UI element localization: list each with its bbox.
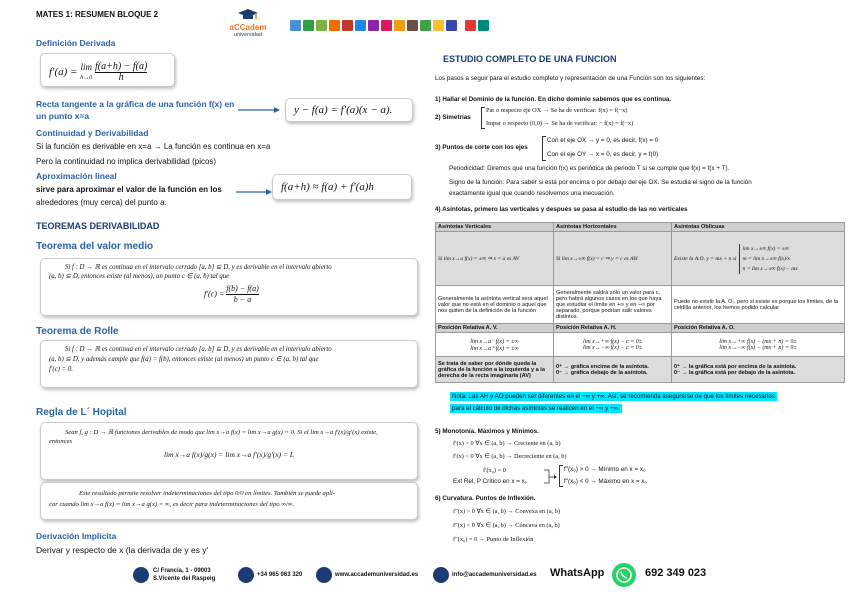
pos-note-ao	[672, 357, 845, 383]
tangente-heading-line1: Recta tangente a la gráfica de una función f(x) en	[36, 99, 235, 109]
mail-icon	[433, 567, 449, 583]
table-header-av: Asíntotas Verticales	[436, 223, 554, 232]
building-icon[interactable]	[465, 20, 476, 31]
whatsapp-number[interactable]: 692 349 023	[645, 567, 707, 579]
table-def-ao-text: Existe la A.O. y = mx + n si	[674, 255, 737, 262]
ao-cond-3: n = lim x→±∞ f(x) − mx	[742, 265, 798, 272]
footer-web[interactable]: www.accademuniversidad.es	[335, 572, 419, 578]
aprox-line2: alrededores (muy cerca) del punto a.	[36, 198, 167, 207]
step-2-label: 2) Simetrías	[435, 114, 471, 121]
pos-av	[436, 333, 554, 357]
logo-text-sub: universidad	[233, 32, 263, 38]
aprox-heading: Aproximación lineal	[36, 171, 117, 181]
whatsapp-icon[interactable]	[612, 563, 636, 587]
step-6: 6) Curvatura. Puntos de Inflexión.	[435, 495, 536, 502]
graduation-cap-icon	[237, 8, 259, 22]
lhopital-formula: lim x→a f(x)/g(x) = lim x→a f′(x)/g′(x) = L	[163, 450, 295, 459]
tvm-text2: (a, b) ⊆ D, entonces existe (al menos), un punto c ∈ (a, b) tal que	[49, 273, 230, 280]
step-1: 1) Hallar el Dominio de la función. En dicho dominio sabemos que es continua.	[435, 96, 672, 103]
asintotas-table	[435, 222, 845, 383]
pos-ao-2: lim x→−∞ f(x) − (mx + n) = 0±	[719, 344, 797, 351]
lhopital-text3: Este resultado permite resolver indeterminaciones del tipo 0/0 en límites. También se puede apli-	[79, 490, 336, 497]
footer-phone[interactable]: +34 965 063 320	[257, 572, 303, 578]
leaf-icon[interactable]	[316, 20, 327, 31]
continuidad-line1: Si la función es derivable en x=a → La función es continua en x=a	[36, 142, 271, 151]
lhopital-box	[40, 422, 418, 480]
table-def-av: Si lim x→a f(x) = ±∞ ⇒ x = a es AV	[436, 232, 554, 286]
signo-line1: Signo de la función: Para saber si está por encima o por debajo del eje OX. Se estudia el signo de la función	[449, 179, 752, 186]
download-icon[interactable]	[368, 20, 379, 31]
implicita-heading: Derivación Implícita	[36, 531, 117, 541]
tvm-formula-den: b − a	[233, 295, 252, 304]
pos-header-av: Posición Relativa A. V.	[436, 324, 554, 333]
pos-av-2: lim x→a⁺ f(x) = ±∞	[470, 345, 519, 352]
rolle-text2: (a, b) ⊆ D, y además cumple que f(a) = f(b), entonces existe (al menos) un punto c ∈ (a, b) tal que	[49, 356, 319, 363]
calculator-icon[interactable]	[290, 20, 301, 31]
derivada-formula: f′(a) = lim h→0 $\frac{f(a+h) - f(a)}{h}$	[49, 61, 148, 83]
lab-icon[interactable]	[446, 20, 457, 31]
tvm-formula-num: f(b) − f(a)	[226, 284, 259, 293]
subject-icons-bar	[290, 20, 491, 33]
lhopital-text4: car cuando lim x→a f(x) = lim x→a g(x) = ∞, es decir para indeterminaciones del tipo ∞/∞.	[49, 501, 295, 508]
gem-icon[interactable]	[355, 20, 366, 31]
table-row	[436, 286, 845, 324]
pos-ah-2: lim x→−∞ f(x) − c = 0±	[582, 344, 643, 351]
ao-cond-2: m = lim x→±∞ f(x)/x	[742, 255, 790, 262]
tangente-formula: y − f(a) = f′(a)(x − a).	[285, 98, 413, 122]
brace	[481, 107, 485, 129]
lhopital-box-2	[40, 482, 418, 520]
aprox-formula: f(a+h) ≈ f(a) + f′(a)h	[272, 174, 412, 200]
footer-address-2: S.Vicente del Raspeig	[153, 576, 216, 582]
table-note-ao: Puede no existir la A. O., pero si existe es porque los límites, de la celdilla anterior, los hemos podido calcular	[672, 286, 845, 324]
extr-max: f″(x₀) < 0 → Máximo en x = x₀	[564, 478, 648, 485]
tvm-formula	[204, 284, 409, 305]
table-header-ah: Asíntotas Horizontales	[554, 223, 672, 232]
lhopital-heading: Regla de L´ Hopital	[36, 407, 127, 418]
step-3-oy: Con el eje OY → x = 0, es decir, y = f(0)	[547, 151, 659, 158]
asintotas-note-line1: Nota: Las AH y AO pueden ser diferentes en el −∞ y +∞. Así, se recomienda asegurarse de que los límites necesarios	[452, 393, 775, 400]
pos-ao	[672, 333, 845, 357]
step-2-par: Par o respecto eje OX → Se ha de verificar: f(x) = f(−x)	[486, 107, 628, 114]
step-3-label: 3) Puntos de corte con los ejes	[435, 144, 528, 151]
home-icon	[133, 567, 149, 583]
atom-icon[interactable]	[394, 20, 405, 31]
table-row	[436, 324, 845, 333]
footer-address-1: C/ Francia, 1 - 09003	[153, 568, 211, 574]
grid-icon[interactable]	[433, 20, 444, 31]
arrow-icon	[238, 106, 280, 114]
footer-address	[153, 567, 215, 583]
table-row	[436, 232, 845, 286]
flask-icon[interactable]	[342, 20, 353, 31]
globe-icon[interactable]	[420, 20, 431, 31]
academy-logo	[218, 8, 278, 38]
whatsapp-label: WhatsApp	[550, 567, 605, 579]
map-icon[interactable]	[381, 20, 392, 31]
extr-min: f″(x₀) > 0 → Mínimo en x = x₀	[564, 466, 646, 473]
table-def-ao	[672, 232, 845, 286]
table-row	[436, 357, 845, 383]
pos-note-av: Se trata de saber por dónde queda la gráfica de la función a la izquierda y a la derecha de la recta imaginaria (AV)	[436, 357, 554, 383]
step-2-impar: Impar o respecto (0,0) → Se ha de verificar: − f(x) = f(−x)	[486, 120, 634, 127]
table-row	[436, 333, 845, 357]
signo-line2: exactamente igual que cuando resolvemos una inecuación.	[449, 190, 615, 197]
phone-icon	[238, 567, 254, 583]
ao-cond-1: lim x→±∞ f(x) = ±∞	[742, 245, 789, 252]
estudio-title: ESTUDIO COMPLETO DE UNA FUNCION	[443, 54, 617, 64]
footer-email[interactable]: info@accademuniversidad.es	[452, 572, 537, 578]
arrow-icon	[236, 188, 272, 196]
pos-ah-1: lim x→+∞ f(x) − c = 0±	[582, 338, 643, 345]
estudio-intro: Los pasos a seguir para el estudio completo y representación de una Función son los siguientes:	[435, 75, 706, 82]
brace	[542, 136, 546, 161]
asintotas-note-line2: para el cálculo de dichas asíntotas se realicen en el −∞ y +∞.	[452, 405, 620, 412]
chart-icon[interactable]	[407, 20, 418, 31]
pos-header-ao: Posición Relativa A. O.	[672, 324, 845, 333]
pos-ao-1: lim x→+∞ f(x) − (mx + n) = 0±	[719, 338, 797, 345]
step-4: 4) Asíntotas, primero las verticales y después se pasa al estudio de las no verticales	[435, 206, 688, 213]
implicita-text: Derivar y respecto de x (la derivada de y es y'	[36, 545, 209, 555]
brace	[559, 465, 563, 487]
logo-text-main: aCCadem	[229, 23, 267, 32]
bracket-arrow-icon	[543, 469, 557, 485]
table-def-ah: Si lim x→±∞ f(x) = c ⇒ y = c es AH	[554, 232, 672, 286]
table-header-ao: Asíntotas Oblicuas	[672, 223, 845, 232]
periodicidad: Periodicidad: Diremos que una función f(x) es periódica de periodo T si se cumple que f(x) = f(x + T).	[449, 165, 730, 172]
teoremas-heading: TEOREMAS DERIVABILIDAD	[36, 221, 160, 231]
curv-2: f″(x) < 0 ∀x ∈ (a, b) → Cóncava en (a, b)	[453, 522, 560, 529]
pos-ah	[554, 333, 672, 357]
table-row	[436, 223, 845, 232]
aprox-line1: sirve para aproximar el valor de la función en los	[36, 185, 222, 194]
continuidad-line2: Pero la continuidad no implica derivabilidad (picos)	[36, 157, 217, 166]
table-note-ah: Generalmente saldrá sólo un valor para c, pero habrá algunos casos en los que haya que estudiar el límite en +∞ y en −∞ por separado, porque podrían salir valores distintos.	[554, 286, 672, 324]
rolle-text3: f′(c) = 0.	[49, 366, 74, 373]
mono-1: f′(x) > 0 ∀x ∈ (a, b) → Creciente en (a, b)	[453, 440, 561, 447]
rolle-box	[40, 340, 418, 388]
rolle-heading: Teorema de Rolle	[36, 326, 119, 337]
pos-note-ao-1: 0⁺ → la gráfica está por encima de la asíntota.	[674, 363, 797, 370]
document-title: MATES 1: RESUMEN BLOQUE 2	[36, 10, 159, 19]
tvm-box	[40, 258, 418, 316]
percent-icon[interactable]	[329, 20, 340, 31]
tangente-heading-line2: un punto x=a	[36, 111, 90, 121]
pos-av-1: lim x→a⁻ f(x) = ±∞	[470, 338, 519, 345]
tvm-text1: Si f : D → ℝ es continua en el intervalo cerrado [a, b] ⊆ D, y es derivable en el intervalo abierto	[65, 264, 332, 271]
extr-label: Ext Rel, P Crítico en x = x₀	[453, 478, 528, 485]
table-note-av: Generalmente la asíntota vertical será aquel valor que no está en el dominio o aquel que nos quiten de la definición de la función	[436, 286, 554, 324]
curv-3: f″(x₀) = 0 → Punto de Inflexión	[453, 536, 534, 543]
derivada-heading: Definición Derivada	[36, 38, 116, 48]
pos-note-ah-1: 0⁺ → gráfica encima de la asíntota.	[556, 363, 649, 370]
pos-note-ah-2: 0⁻ → gráfica debajo de la asíntota.	[556, 369, 648, 376]
curv-1: f″(x) > 0 ∀x ∈ (a, b) → Convexa en (a, b)	[453, 508, 561, 515]
rolle-text1: Si f : D → ℝ es continua en el intervalo cerrado [a, b] ⊆ D, y es derivable en el intervalo abierto	[65, 346, 332, 353]
extr-cond: f′(x₀) = 0	[483, 467, 506, 474]
lhopital-text2: entonces	[49, 438, 73, 445]
lhopital-text1: Sean f, g : D → ℝ funciones derivables de modo que lim x→a f(x) = lim x→a g(x) = 0. Si el lim x→a f′(x)/g′(x) existe,	[65, 429, 378, 436]
tvm-formula-lhs: f′(c) =	[204, 289, 225, 299]
derivada-formula-box	[40, 53, 175, 87]
globe-icon	[316, 567, 332, 583]
hospital-icon[interactable]	[478, 20, 489, 31]
pos-note-ah	[554, 357, 672, 383]
step-5: 5) Monotonía. Máximos y Mínimos.	[435, 428, 539, 435]
mono-2: f′(x) < 0 ∀x ∈ (a, b) → Decreciente en (a, b)	[453, 453, 567, 460]
pos-header-ah: Posición Relativa A. H.	[554, 324, 672, 333]
book-icon[interactable]	[303, 20, 314, 31]
step-3-ox: Con el eje OX → y = 0, es decir, f(x) = 0	[547, 137, 659, 144]
continuidad-heading: Continuidad y Derivabilidad	[36, 128, 149, 138]
tvm-heading: Teorema del valor medio	[36, 241, 154, 252]
pos-note-ao-2: 0⁻ → la gráfica está por debajo de la asíntota.	[674, 369, 796, 376]
